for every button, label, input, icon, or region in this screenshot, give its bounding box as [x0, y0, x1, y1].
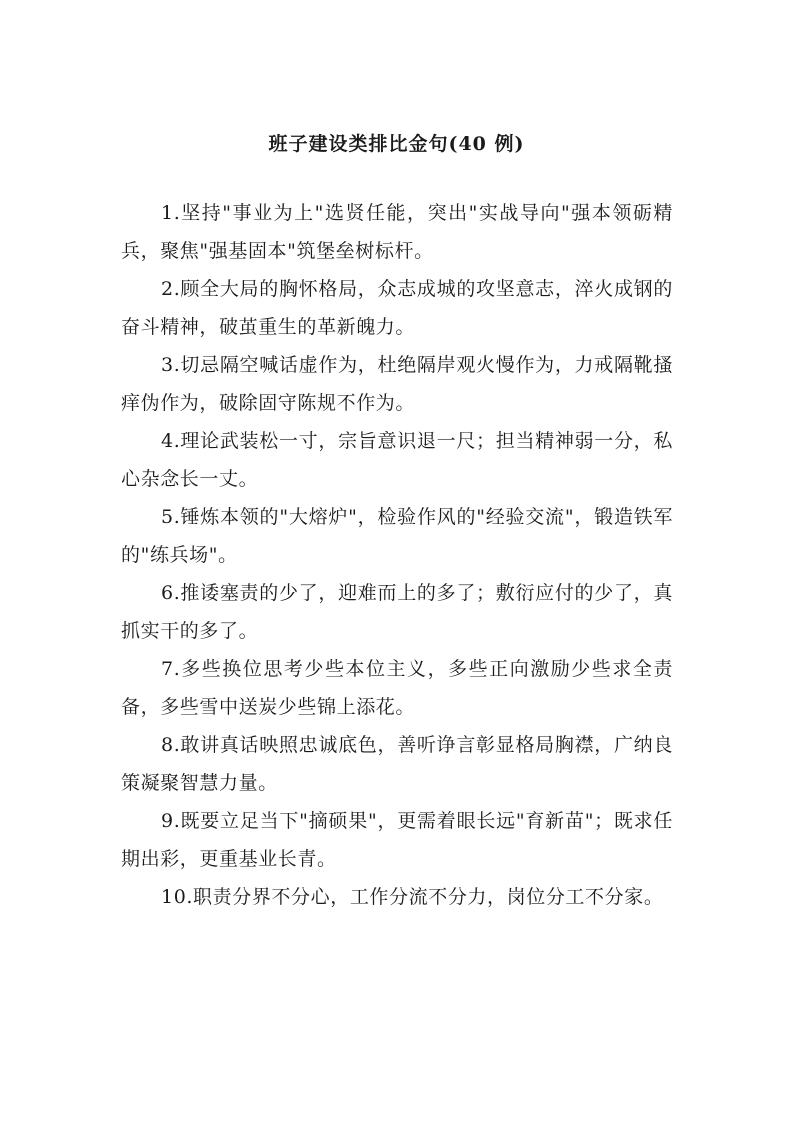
paragraph: 4.理论武装松一寸，宗旨意识退一尺；担当精神弱一分，私心杂念长一丈。	[121, 430, 673, 490]
paragraph: 1.坚持"事业为上"选贤任能，突出"实战导向"强本领砺精兵，聚焦"强基固本"筑堡垒树标杆。	[121, 202, 673, 262]
paragraph: 8.敢讲真话映照忠诚底色，善听诤言彰显格局胸襟，广纳良策凝聚智慧力量。	[121, 734, 673, 794]
paragraph: 10.职责分界不分心，工作分流不分力，岗位分工不分家。	[161, 886, 664, 908]
document-body	[121, 194, 673, 916]
paragraph: 2.顾全大局的胸怀格局，众志成城的攻坚意志，淬火成钢的奋斗精神，破茧重生的革新魄力。	[121, 278, 673, 338]
paragraph: 6.推诿塞责的少了，迎难而上的多了；敷衍应付的少了，真抓实干的多了。	[121, 582, 673, 642]
paragraph: 3.切忌隔空喊话虚作为，杜绝隔岸观火慢作为，力戒隔靴搔痒伪作为，破除固守陈规不作为。	[121, 354, 673, 414]
paragraph: 9.既要立足当下"摘硕果"，更需着眼长远"育新苗"；既求任期出彩，更重基业长青。	[121, 810, 673, 870]
paragraph: 5.锤炼本领的"大熔炉"，检验作风的"经验交流"，锻造铁军的"练兵场"。	[121, 506, 673, 566]
paragraph: 7.多些换位思考少些本位主义，多些正向激励少些求全责备，多些雪中送炭少些锦上添花。	[121, 658, 673, 718]
document-title: 班子建设类排比金句(40 例)	[268, 133, 525, 155]
